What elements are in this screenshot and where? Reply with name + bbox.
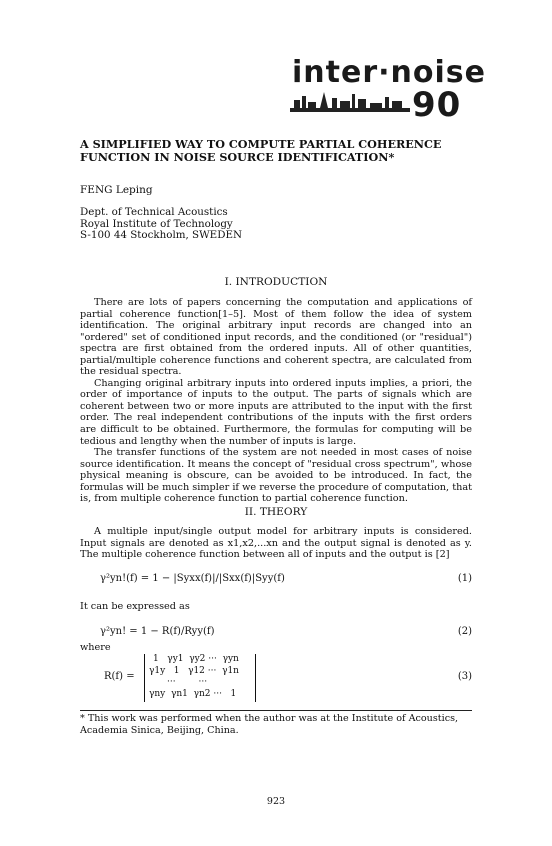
conference-logo xyxy=(290,55,486,136)
intro-paragraph-1: There are lots of papers concerning the computation and applications of partial coherence function[1–5]. Most of them follow the idea of system identification. The original arbitrary input records are changed into an "ordered" set of conditioned input records, and the conditioned (or "residual") spectra are first obtained from the ordered inputs. All of other quantities, partial/multiple coherence functions and coherent spectra, are calculated from the residual spectra. xyxy=(80,297,472,378)
determinant-row-1: 1 γy1 γy2 ··· γyn xyxy=(153,654,239,664)
affiliation-line-1: Dept. of Technical Acoustics xyxy=(80,206,228,218)
city-skyline-icon xyxy=(290,88,410,112)
determinant-row-4: γny γn1 γn2 ··· 1 xyxy=(149,688,237,699)
equation-3-lhs: R(f) = xyxy=(104,671,135,682)
intro-paragraph-2: Changing original arbitrary inputs into ordered inputs implies, a priori, the order of importance of inputs to the output. The parts of signals which are coherent between two or more inputs are attributed to the input with the first order. The real independent contributions of the inputs with the first orders are difficult to be obtained. Furthermore, the formulas for computing will be tedious and lengthy when the number of inputs is large. xyxy=(80,377,472,447)
equation-3-number: (3) xyxy=(457,671,472,682)
theory-text-expressed xyxy=(80,601,472,613)
affiliation-line-2: Royal Institute of Technology xyxy=(80,217,233,230)
equation-3 xyxy=(80,654,472,704)
title-line-2: FUNCTION IN NOISE SOURCE IDENTIFICATION* xyxy=(80,150,395,164)
section-heading-theory: II. THEORY xyxy=(244,506,308,518)
author-name: FENG Leping xyxy=(80,184,153,196)
determinant-row-3: ··· ··· xyxy=(167,677,208,687)
logo-text-line1: inter·noise xyxy=(292,55,486,90)
equation-1 xyxy=(80,573,472,584)
theory-where xyxy=(80,642,472,654)
introduction-body xyxy=(80,297,472,505)
equation-2-body: γ²yn! = 1 − R(f)/Ryy(f) xyxy=(100,626,215,637)
equation-2 xyxy=(80,626,472,637)
affiliation-line-3: S-100 44 Stockholm, SWEDEN xyxy=(80,229,242,242)
where-label: where xyxy=(80,642,111,653)
footnote: * This work was performed when the author was at the Institute of Acoustics, Academia Sinica, Beijing, China. xyxy=(80,713,459,736)
paper-title xyxy=(80,138,441,164)
page-number: 923 xyxy=(266,796,286,807)
footnote-divider xyxy=(80,710,472,711)
determinant-row-2: γ1y 1 γ12 ··· γ1n xyxy=(149,665,239,676)
theory-paragraph-1: A multiple input/single output model for arbitrary inputs is considered. Input signals are denoted as x1,x2,...xn and the output signal is denoted as y. The multiple coherence function between all of inputs and the output is [2] xyxy=(80,526,472,561)
equation-2-number: (2) xyxy=(457,626,472,637)
theory-body xyxy=(80,526,472,561)
equation-3-determinant xyxy=(144,654,256,702)
equation-1-number: (1) xyxy=(457,573,472,584)
title-line-1: A SIMPLIFIED WAY TO COMPUTE PARTIAL COHERENCE xyxy=(80,137,442,151)
equation-1-body: γ²yn!(f) = 1 − |Syxx(f)|/|Sxx(f)|Syy(f) xyxy=(100,573,285,584)
theory-paragraph-2: It can be expressed as xyxy=(80,601,190,612)
affiliation xyxy=(80,207,242,242)
section-heading-introduction: I. INTRODUCTION xyxy=(224,276,328,288)
intro-paragraph-3: The transfer functions of the system are not needed in most cases of noise source identification. It means the concept of "residual cross spectrum", whose physical meaning is obscure, can be avoided to be introduced. In fact, the formulas will be much simpler if we reverse the procedure of computation, that is, from multiple coherence function to partial coherence function. xyxy=(80,447,472,505)
logo-text-line2: 90 xyxy=(412,85,462,125)
